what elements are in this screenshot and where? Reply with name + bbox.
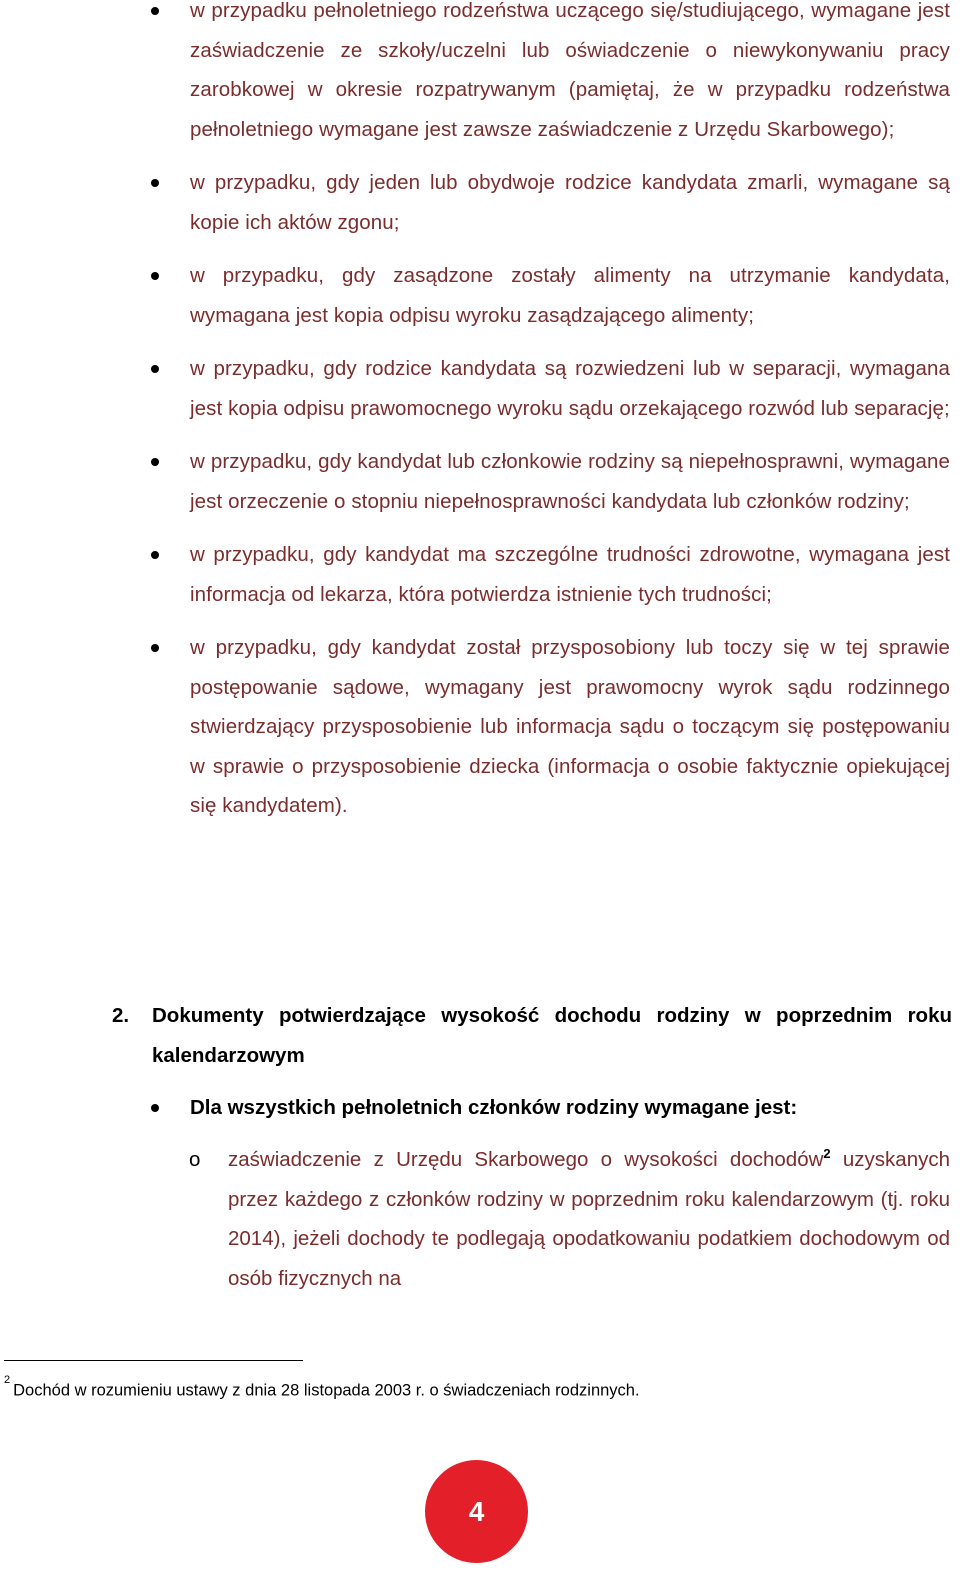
nested-item-text-start: zaświadczenie z Urzędu Skarbowego o wysokości dochodów	[228, 1148, 824, 1171]
list-item	[190, 442, 950, 521]
list-item-text: w przypadku, gdy zasądzone zostały alimenty na utrzymanie kandydata, wymagana jest kopia odpisu wyroku zasądzającego alimenty;	[190, 264, 950, 327]
list-item	[190, 628, 950, 826]
list-item	[190, 163, 950, 242]
nested-list-item	[189, 1140, 950, 1298]
sub-bullet	[190, 1088, 950, 1128]
list-item	[190, 256, 950, 335]
footnote-number: 2	[4, 1374, 11, 1386]
page-number-badge	[425, 1460, 528, 1563]
bullet-icon	[151, 272, 159, 280]
list-item-text: w przypadku, gdy kandydat został przysposobiony lub toczy się w tej sprawie postępowanie sądowe, wymagany jest prawomocny wyrok sądu rodzinnego stwierdzający przysposobienie lub informacja sądu o toczącym się postępowaniu w sprawie o przysposobienie dziecka (informacja o osobie faktycznie opiekującej się kandydatem).	[190, 636, 950, 817]
list-item	[190, 535, 950, 614]
bullet-icon	[151, 179, 159, 187]
section-heading	[112, 996, 952, 1075]
footnote-divider	[4, 1360, 303, 1361]
bullet-icon	[151, 644, 159, 652]
footnote	[4, 1372, 944, 1405]
sub-bullet-text: Dla wszystkich pełnoletnich członków rodziny wymagane jest:	[190, 1096, 798, 1119]
footnote-reference[interactable]: 2	[823, 1146, 831, 1162]
page-number: 4	[468, 1495, 485, 1527]
section-title: Dokumenty potwierdzające wysokość dochodu rodziny w poprzednim roku kalendarzowym	[152, 1004, 952, 1067]
bullet-icon	[151, 458, 159, 466]
bullet-icon	[151, 1104, 159, 1112]
nested-item-text-end: uzyskanych przez każdego z członków rodziny w poprzednim roku kalendarzowym (tj. roku 2014), jeżeli dochody te podlegają opodatkowaniu podatkiem dochodowym od osób fizycznych na	[228, 1148, 950, 1290]
list-item-text: w przypadku, gdy rodzice kandydata są rozwiedzeni lub w separacji, wymagana jest kopia odpisu prawomocnego wyroku sądu orzekającego rozwód lub separację;	[190, 357, 950, 420]
list-item-text: w przypadku, gdy kandydat ma szczególne trudności zdrowotne, wymagana jest informacja od lekarza, która potwierdza istnienie tych trudności;	[190, 543, 950, 606]
footnote-text: Dochód w rozumieniu ustawy z dnia 28 listopada 2003 r. o świadczeniach rodzinnych.	[13, 1381, 640, 1400]
list-item-text: w przypadku pełnoletniego rodzeństwa uczącego się/studiującego, wymagane jest zaświadczenie ze szkoły/uczelni lub oświadczenie o niewykonywaniu pracy zarobkowej w okresie rozpatrywanym (pamiętaj, że w przypadku rodzeństwa pełnoletniego wymagane jest zawsze zaświadczenie z Urzędu Skarbowego);	[190, 0, 950, 141]
section-number: 2.	[112, 1004, 130, 1027]
list-item-text: w przypadku, gdy kandydat lub członkowie rodziny są niepełnosprawni, wymagane jest orzeczenie o stopniu niepełnosprawności kandydata lub członków rodziny;	[190, 450, 950, 513]
list-item	[190, 0, 950, 149]
bullet-icon	[151, 7, 159, 15]
list-item	[190, 349, 950, 428]
bullet-icon	[151, 365, 159, 373]
list-item-text: w przypadku, gdy jeden lub obydwoje rodzice kandydata zmarli, wymagane są kopie ich aktów zgonu;	[190, 171, 950, 234]
bullet-icon	[151, 551, 159, 559]
circle-bullet-icon: o	[189, 1148, 201, 1171]
